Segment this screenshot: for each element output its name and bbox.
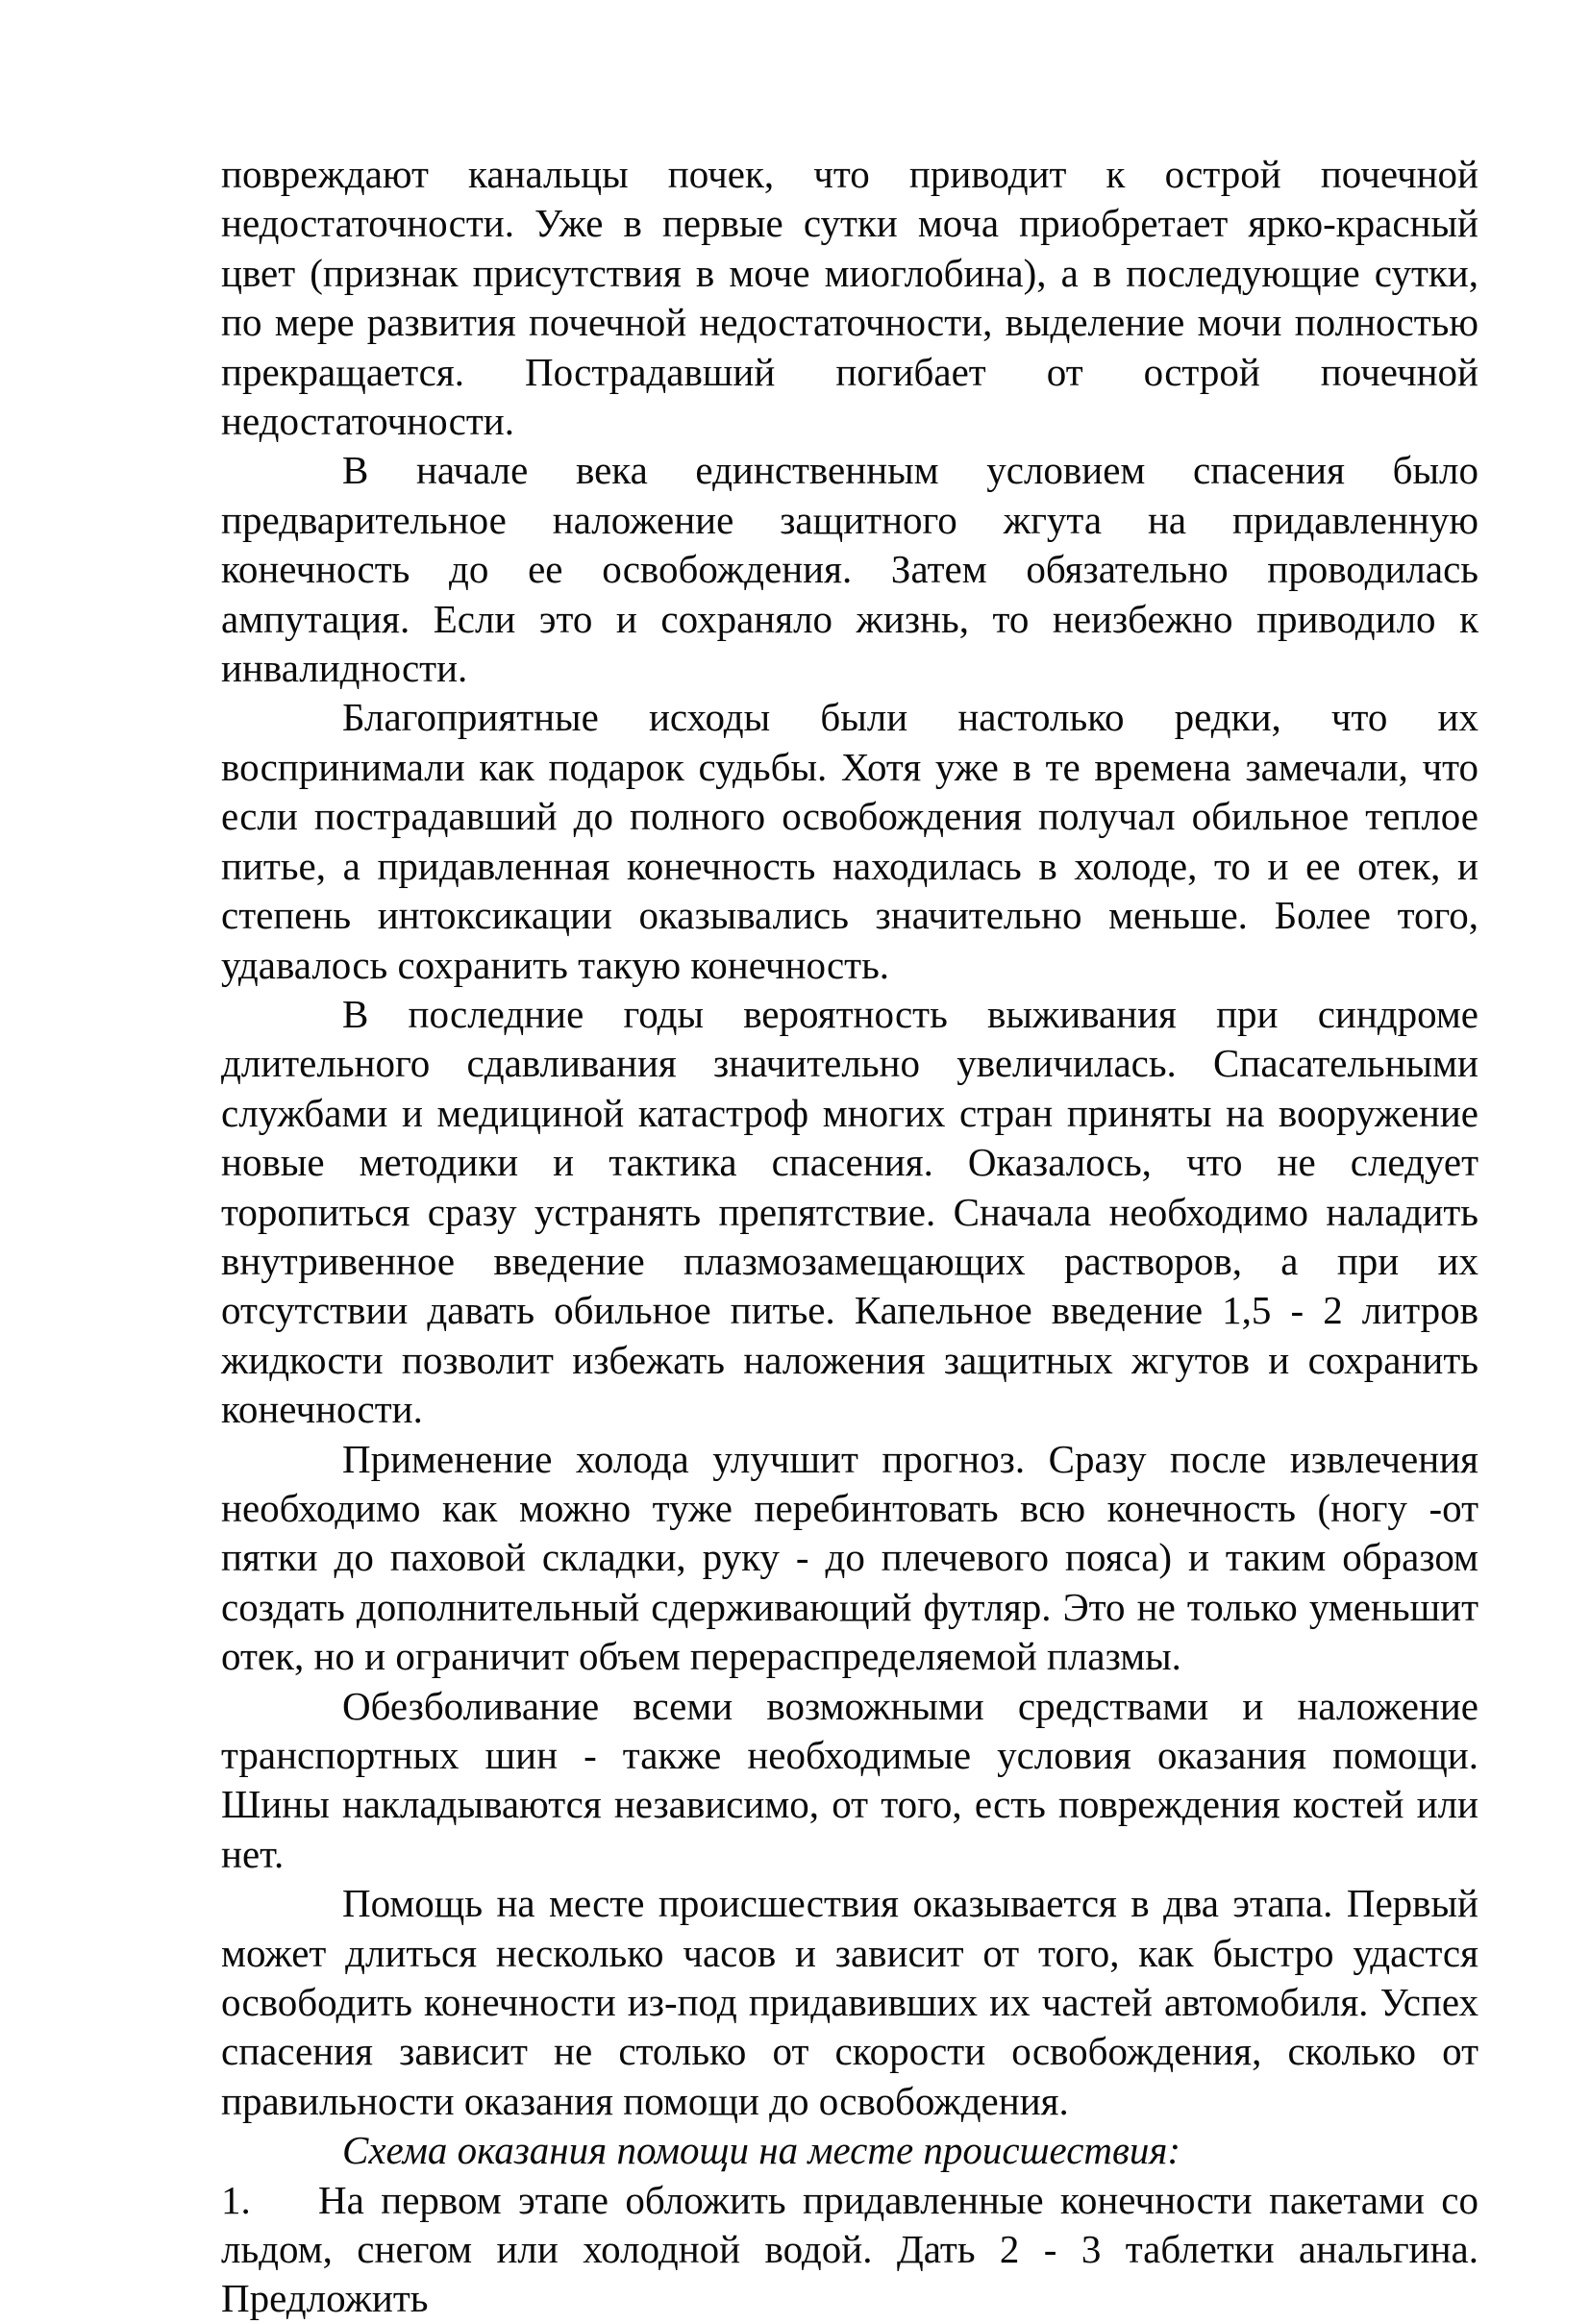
list-item-text: На первом этапе обложить придавленные конечности пакетами со льдом, снегом или холодной водой. Дать 2 - 3 таблетки анальгина. Предложить (221, 2177, 1478, 2321)
paragraph-tourniquet-history: В начале века единственным условием спасения было предварительное наложение защитного жгута на придавленную конечность до ее освобождения. Затем обязательно проводилась ампутация. Если это и сохраняло жизнь, то неизбежно приводило к инвалидности. (221, 448, 1478, 691)
text-block (221, 150, 1478, 2324)
paragraph-anesthesia-splints: Обезболивание всеми возможными средствами и наложение транспортных шин - также необходимые условия оказания помощи. Шины накладываются независимо, от того, есть повреждения костей или нет. (221, 1683, 1478, 1876)
paragraph-continuation: повреждают канальцы почек, что приводит к острой почечной недостаточности. Уже в первые сутки моча приобретает ярко-красный цвет (признак присутствия в моче миоглобина), а в последующие сутки, по мере развития почечной недостаточности, выделение мочи полностью прекращается. Пострадавший погибает от острой почечной недостаточности. (221, 152, 1478, 444)
paragraph-favorable-outcomes: Благоприятные исходы были настолько редки, что их воспринимали как подарок судьбы. Хотя уже в те времена замечали, что если пострадавший до полного освобождения получал обильное теплое питье, а придавленная конечность находилась в холоде, то и ее отек, и степень интоксикации оказывались значительно меньше. Более того, удавалось сохранить такую конечность. (221, 695, 1478, 987)
list-item-1 (221, 2176, 1478, 2324)
paragraph-cold-application: Применение холода улучшит прогноз. Сразу после извлечения необходимо как можно туже перебинтовать всю конечность (ногу -от пятки до паховой складки, руку - до плечевого пояса) и таким образом создать дополнительный сдерживающий футляр. Это не только уменьшит отек, но и ограничит объем перераспределяемой плазмы. (221, 1436, 1478, 1679)
paragraph-new-methods: В последние годы вероятность выживания при синдроме длительного сдавливания значительно увеличилась. Спасательными службами и медициной катастроф многих стран приняты на вооружение новые методики и тактика спасения. Оказалось, что не следует торопиться сразу устранять препятствие. Сначала необходимо наладить внутривенное введение плазмозамещающих растворов, а при их отсутствии давать обильное питье. Капельное введение 1,5 - 2 литров жидкости позволит избежать наложения защитных жгутов и сохранить конечности. (221, 991, 1478, 1432)
list-item-number: 1. (221, 2177, 251, 2222)
paragraph-two-stages: Помощь на месте происшествия оказывается в два этапа. Первый может длиться несколько часов и зависит от того, как быстро удастся освободить конечности из-под придавивших их частей автомобиля. Успех спасения зависит не столько от скорости освобождения, сколько от правильности оказания помощи до освобождения. (221, 1881, 1478, 2123)
paragraph-scheme-heading: Схема оказания помощи на месте происшествия: (342, 2128, 1181, 2173)
